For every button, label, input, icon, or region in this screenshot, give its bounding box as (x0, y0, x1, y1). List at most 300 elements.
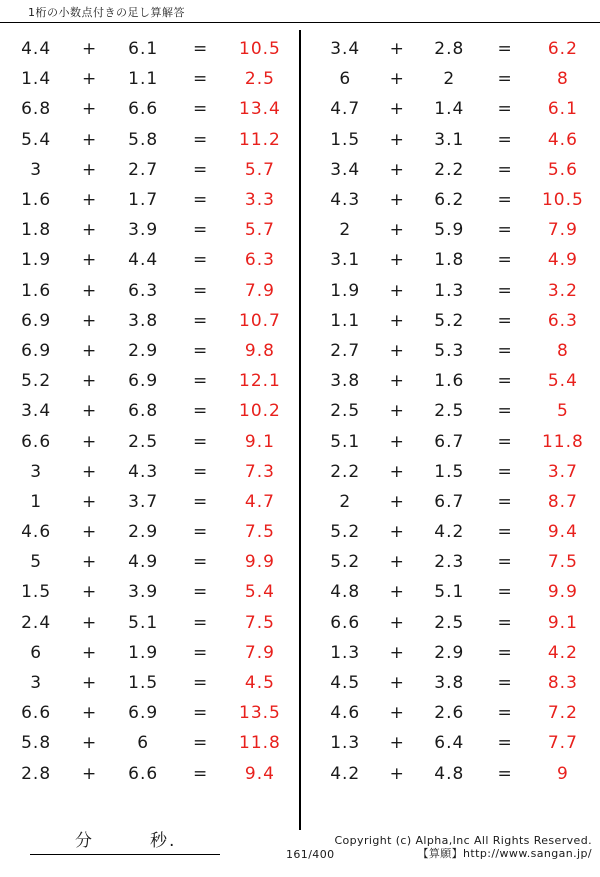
answer-value: 9.8 (244, 340, 275, 361)
equals-operator: = (192, 582, 209, 603)
equals-operator: = (192, 461, 209, 482)
operand-first: 6.9 (21, 340, 52, 361)
answer-value: 7.7 (547, 733, 578, 754)
problem-row (314, 487, 596, 517)
problem-row (314, 608, 596, 638)
answer-value: 4.5 (244, 673, 275, 694)
equals-operator: = (192, 99, 209, 120)
plus-operator: + (82, 461, 98, 482)
operand-second: 1.5 (128, 673, 159, 694)
operand-second: 6.7 (434, 491, 465, 512)
operand-first: 4.5 (330, 673, 361, 694)
problem-row (4, 577, 294, 607)
operand-second: 3.7 (128, 491, 159, 512)
answer-value: 9.4 (244, 763, 275, 784)
answer-value: 7.5 (244, 522, 275, 543)
equals-operator: = (497, 522, 513, 543)
plus-operator: + (82, 552, 98, 573)
equals-operator: = (192, 69, 209, 90)
operand-first: 6 (30, 642, 43, 663)
equals-operator: = (497, 763, 513, 784)
answer-value: 6.1 (547, 99, 578, 120)
plus-operator: + (82, 642, 98, 663)
operand-second: 6.2 (434, 190, 465, 211)
answer-value: 9.1 (244, 431, 275, 452)
equals-operator: = (497, 129, 513, 150)
operand-second: 5.9 (434, 220, 465, 241)
plus-operator: + (389, 159, 405, 180)
operand-second: 1.8 (434, 250, 465, 271)
problem-row (314, 245, 596, 275)
plus-operator: + (82, 673, 98, 694)
problem-row (314, 517, 596, 547)
operand-first: 4.7 (330, 99, 361, 120)
operand-second: 5.8 (128, 129, 159, 150)
operand-second: 3.1 (434, 129, 465, 150)
operand-first: 2.7 (330, 340, 361, 361)
operand-first: 2 (339, 491, 352, 512)
operand-first: 1.6 (21, 280, 52, 301)
problem-row (4, 638, 294, 668)
operand-second: 2.5 (434, 401, 465, 422)
equals-operator: = (497, 552, 513, 573)
answer-value: 7.5 (244, 612, 275, 633)
operand-second: 6.7 (434, 431, 465, 452)
operand-first: 1.5 (330, 129, 361, 150)
answer-value: 9.9 (244, 552, 275, 573)
operand-second: 6.1 (128, 39, 159, 60)
answer-value: 11.2 (239, 129, 281, 150)
answer-value: 7.9 (244, 642, 275, 663)
answer-value: 5 (556, 401, 569, 422)
operand-second: 1.3 (434, 280, 465, 301)
plus-operator: + (389, 250, 405, 271)
operand-first: 2.8 (21, 763, 52, 784)
answer-value: 5.4 (547, 371, 578, 392)
equals-operator: = (192, 733, 209, 754)
problem-row (4, 457, 294, 487)
equals-operator: = (192, 552, 209, 573)
operand-second: 4.2 (434, 522, 465, 543)
equals-operator: = (497, 491, 513, 512)
problem-row (4, 245, 294, 275)
answer-value: 3.3 (244, 190, 275, 211)
plus-operator: + (389, 552, 405, 573)
problem-row (4, 728, 294, 758)
plus-operator: + (82, 190, 98, 211)
operand-first: 4.6 (330, 703, 361, 724)
problem-row (314, 577, 596, 607)
problem-row (4, 668, 294, 698)
operand-first: 4.2 (330, 763, 361, 784)
problem-row (4, 185, 294, 215)
operand-first: 3.4 (330, 159, 361, 180)
operand-first: 4.8 (330, 582, 361, 603)
plus-operator: + (389, 491, 405, 512)
operand-first: 1.8 (21, 220, 52, 241)
operand-first: 1.4 (21, 69, 52, 90)
plus-operator: + (82, 250, 98, 271)
answer-value: 5.7 (244, 159, 275, 180)
operand-second: 1.1 (128, 69, 159, 90)
plus-operator: + (389, 673, 405, 694)
equals-operator: = (192, 190, 209, 211)
problem-column-left (0, 30, 300, 830)
plus-operator: + (389, 280, 405, 301)
operand-second: 3.9 (128, 220, 159, 241)
equals-operator: = (497, 220, 513, 241)
plus-operator: + (389, 190, 405, 211)
equals-operator: = (192, 39, 209, 60)
operand-second: 4.4 (128, 250, 159, 271)
operand-first: 2.2 (330, 461, 361, 482)
plus-operator: + (389, 69, 405, 90)
page-number: 161/400 (286, 848, 335, 861)
operand-second: 1.5 (434, 461, 465, 482)
plus-operator: + (82, 39, 98, 60)
answer-value: 4.6 (547, 129, 578, 150)
operand-first: 6.6 (330, 612, 361, 633)
equals-operator: = (192, 310, 209, 331)
operand-second: 6.4 (434, 733, 465, 754)
problem-row (4, 306, 294, 336)
operand-first: 6.8 (21, 99, 52, 120)
operand-first: 3 (30, 461, 43, 482)
page-title: 1桁の小数点付きの足し算解答 (28, 6, 185, 19)
operand-second: 6.9 (128, 703, 159, 724)
equals-operator: = (192, 220, 209, 241)
operand-first: 1.9 (330, 280, 361, 301)
operand-second: 2.6 (434, 703, 465, 724)
answer-value: 4.2 (547, 642, 578, 663)
plus-operator: + (389, 39, 405, 60)
answer-value: 7.5 (547, 552, 578, 573)
operand-first: 3.4 (330, 39, 361, 60)
operand-second: 2.3 (434, 552, 465, 573)
problem-row (4, 366, 294, 396)
equals-operator: = (192, 250, 209, 271)
problem-row (4, 608, 294, 638)
problem-row (314, 276, 596, 306)
equals-operator: = (497, 431, 513, 452)
operand-first: 3.1 (330, 250, 361, 271)
problem-row (314, 638, 596, 668)
plus-operator: + (82, 763, 98, 784)
equals-operator: = (192, 280, 209, 301)
equals-operator: = (497, 159, 513, 180)
header-divider (0, 22, 600, 23)
equals-operator: = (192, 431, 209, 452)
answer-value: 4.7 (244, 491, 275, 512)
problem-row (314, 155, 596, 185)
plus-operator: + (389, 461, 405, 482)
plus-operator: + (389, 220, 405, 241)
problem-row (4, 125, 294, 155)
answer-value: 10.5 (239, 39, 281, 60)
time-entry-line (30, 854, 220, 855)
operand-first: 1.3 (330, 642, 361, 663)
plus-operator: + (82, 159, 98, 180)
operand-second: 3.8 (128, 310, 159, 331)
problem-row (314, 94, 596, 124)
equals-operator: = (497, 401, 513, 422)
problem-row (4, 64, 294, 94)
operand-first: 5 (30, 552, 43, 573)
equals-operator: = (497, 642, 513, 663)
equals-operator: = (497, 280, 513, 301)
equals-operator: = (497, 69, 513, 90)
problem-row (314, 668, 596, 698)
problem-row (4, 698, 294, 728)
plus-operator: + (82, 582, 98, 603)
plus-operator: + (389, 582, 405, 603)
answer-value: 5.4 (244, 582, 275, 603)
operand-second: 1.6 (434, 371, 465, 392)
operand-second: 5.1 (434, 582, 465, 603)
plus-operator: + (82, 401, 98, 422)
problem-row (4, 517, 294, 547)
operand-first: 6 (339, 69, 352, 90)
problem-row (314, 698, 596, 728)
plus-operator: + (82, 310, 98, 331)
operand-first: 5.2 (330, 552, 361, 573)
operand-second: 5.1 (128, 612, 159, 633)
operand-first: 5.2 (21, 371, 52, 392)
problem-row (314, 125, 596, 155)
operand-second: 1.4 (434, 99, 465, 120)
problem-row (314, 426, 596, 456)
operand-first: 5.4 (21, 129, 52, 150)
page-footer (0, 829, 600, 877)
operand-second: 1.9 (128, 642, 159, 663)
operand-first: 3 (30, 159, 43, 180)
plus-operator: + (82, 280, 98, 301)
plus-operator: + (389, 703, 405, 724)
answer-value: 13.4 (239, 99, 281, 120)
plus-operator: + (389, 763, 405, 784)
problem-row (314, 759, 596, 789)
plus-operator: + (389, 522, 405, 543)
operand-second: 2 (443, 69, 456, 90)
operand-second: 2.5 (128, 431, 159, 452)
problem-row (314, 306, 596, 336)
operand-second: 5.2 (434, 310, 465, 331)
plus-operator: + (389, 99, 405, 120)
operand-second: 6.8 (128, 401, 159, 422)
operand-first: 4.6 (21, 522, 52, 543)
equals-operator: = (497, 190, 513, 211)
answer-value: 7.9 (244, 280, 275, 301)
equals-operator: = (192, 642, 209, 663)
problem-row (314, 366, 596, 396)
operand-first: 6.9 (21, 310, 52, 331)
problem-row (4, 34, 294, 64)
minutes-label: 分 (75, 831, 94, 851)
equals-operator: = (192, 340, 209, 361)
equals-operator: = (192, 401, 209, 422)
answer-value: 8 (556, 340, 569, 361)
equals-operator: = (192, 612, 209, 633)
problem-row (314, 728, 596, 758)
operand-second: 2.8 (434, 39, 465, 60)
operand-second: 2.9 (128, 340, 159, 361)
operand-first: 2 (339, 220, 352, 241)
operand-first: 2.4 (21, 612, 52, 633)
equals-operator: = (497, 340, 513, 361)
plus-operator: + (82, 340, 98, 361)
operand-second: 2.9 (434, 642, 465, 663)
answer-value: 7.2 (547, 703, 578, 724)
problem-row (4, 215, 294, 245)
problem-columns (0, 30, 600, 830)
plus-operator: + (389, 733, 405, 754)
operand-first: 3 (30, 673, 43, 694)
answer-value: 11.8 (239, 733, 281, 754)
problem-row (4, 155, 294, 185)
operand-second: 4.9 (128, 552, 159, 573)
answer-value: 2.5 (244, 69, 275, 90)
plus-operator: + (389, 612, 405, 633)
equals-operator: = (497, 733, 513, 754)
credit-text: 【算願】http://www.sangan.jp/ (417, 847, 592, 860)
answer-value: 11.8 (541, 431, 584, 452)
equals-operator: = (497, 371, 513, 392)
answer-value: 7.9 (547, 220, 578, 241)
equals-operator: = (192, 159, 209, 180)
operand-first: 4.4 (21, 39, 52, 60)
operand-second: 2.7 (128, 159, 159, 180)
problem-row (314, 457, 596, 487)
answer-value: 6.2 (547, 39, 578, 60)
answer-value: 3.2 (547, 280, 578, 301)
problem-row (314, 215, 596, 245)
operand-second: 4.8 (434, 763, 465, 784)
operand-second: 2.9 (128, 522, 159, 543)
operand-second: 6.9 (128, 371, 159, 392)
plus-operator: + (82, 491, 98, 512)
operand-first: 6.6 (21, 703, 52, 724)
equals-operator: = (497, 612, 513, 633)
operand-second: 4.3 (128, 461, 159, 482)
problem-row (314, 396, 596, 426)
equals-operator: = (497, 99, 513, 120)
plus-operator: + (82, 703, 98, 724)
problem-row (314, 185, 596, 215)
operand-second: 6.3 (128, 280, 159, 301)
answer-value: 13.5 (239, 703, 281, 724)
problem-row (314, 547, 596, 577)
problem-row (4, 336, 294, 366)
plus-operator: + (389, 431, 405, 452)
operand-second: 2.5 (434, 612, 465, 633)
operand-second: 3.8 (434, 673, 465, 694)
plus-operator: + (82, 733, 98, 754)
operand-second: 6.6 (128, 763, 159, 784)
answer-value: 6.3 (547, 310, 578, 331)
operand-second: 2.2 (434, 159, 465, 180)
operand-first: 1.5 (21, 582, 52, 603)
operand-second: 6 (137, 733, 150, 754)
problem-row (4, 396, 294, 426)
answer-value: 8.3 (547, 673, 578, 694)
operand-second: 1.7 (128, 190, 159, 211)
operand-first: 1 (30, 491, 43, 512)
plus-operator: + (389, 371, 405, 392)
equals-operator: = (192, 371, 209, 392)
equals-operator: = (497, 250, 513, 271)
plus-operator: + (82, 220, 98, 241)
equals-operator: = (497, 582, 513, 603)
operand-second: 3.9 (128, 582, 159, 603)
plus-operator: + (82, 612, 98, 633)
plus-operator: + (389, 642, 405, 663)
problem-row (4, 547, 294, 577)
equals-operator: = (192, 491, 209, 512)
answer-value: 8 (556, 69, 569, 90)
equals-operator: = (497, 673, 513, 694)
equals-operator: = (192, 703, 209, 724)
operand-first: 1.6 (21, 190, 52, 211)
operand-first: 1.1 (330, 310, 361, 331)
equals-operator: = (497, 461, 513, 482)
operand-first: 6.6 (21, 431, 52, 452)
operand-first: 3.8 (330, 371, 361, 392)
answer-value: 9.1 (547, 612, 578, 633)
equals-operator: = (192, 522, 209, 543)
equals-operator: = (192, 129, 209, 150)
problem-row (4, 426, 294, 456)
equals-operator: = (497, 310, 513, 331)
answer-value: 4.9 (547, 250, 578, 271)
answer-value: 10.7 (239, 310, 281, 331)
operand-second: 5.3 (434, 340, 465, 361)
problem-row (314, 34, 596, 64)
operand-second: 6.6 (128, 99, 159, 120)
answer-value: 12.1 (239, 371, 281, 392)
answer-value: 10.2 (239, 401, 281, 422)
operand-first: 5.8 (21, 733, 52, 754)
equals-operator: = (497, 39, 513, 60)
operand-first: 3.4 (21, 401, 52, 422)
answer-value: 3.7 (547, 461, 578, 482)
answer-value: 5.7 (244, 220, 275, 241)
answer-value: 10.5 (541, 190, 584, 211)
problem-row (314, 336, 596, 366)
plus-operator: + (389, 401, 405, 422)
plus-operator: + (389, 340, 405, 361)
operand-first: 1.9 (21, 250, 52, 271)
problem-row (4, 759, 294, 789)
problem-row (314, 64, 596, 94)
plus-operator: + (389, 129, 405, 150)
problem-row (4, 94, 294, 124)
answer-value: 8.7 (547, 491, 578, 512)
operand-first: 5.2 (330, 522, 361, 543)
answer-value: 5.6 (547, 159, 578, 180)
operand-first: 5.1 (330, 431, 361, 452)
plus-operator: + (82, 69, 98, 90)
answer-value: 9.9 (547, 582, 578, 603)
plus-operator: + (389, 310, 405, 331)
operand-first: 1.3 (330, 733, 361, 754)
equals-operator: = (192, 673, 209, 694)
equals-operator: = (192, 763, 209, 784)
plus-operator: + (82, 371, 98, 392)
answer-value: 9 (556, 763, 569, 784)
problem-row (4, 276, 294, 306)
plus-operator: + (82, 99, 98, 120)
operand-first: 4.3 (330, 190, 361, 211)
